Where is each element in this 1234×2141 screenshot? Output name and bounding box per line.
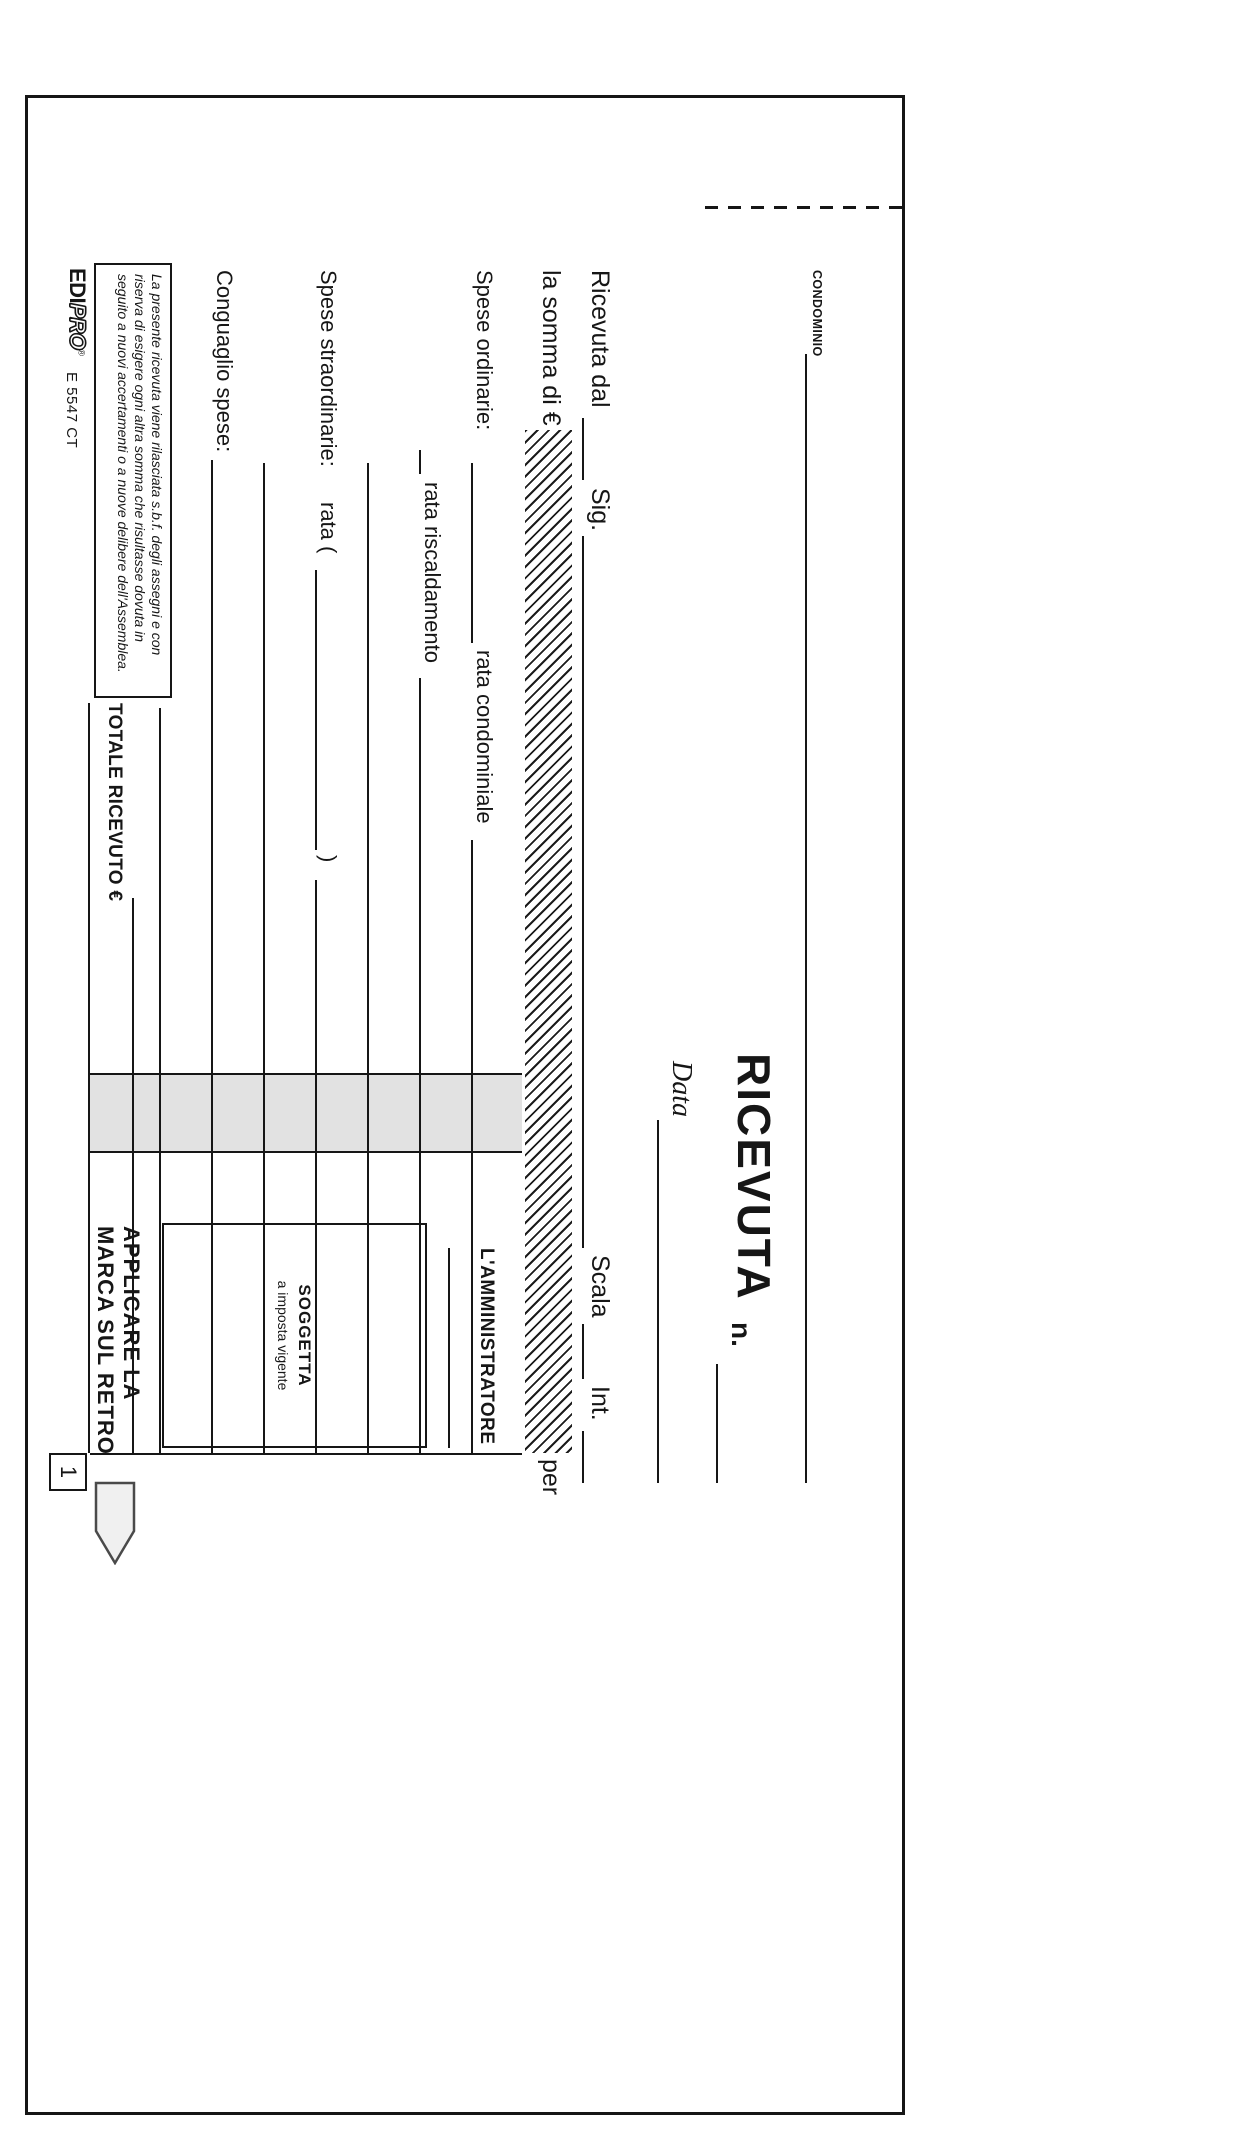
date-label: Data (666, 1061, 697, 1117)
page-number-box (49, 1453, 87, 1491)
amount-fill-line (159, 708, 161, 1453)
ricevuta-form (25, 95, 905, 2115)
condominio-label: CONDOMINIO (810, 270, 824, 357)
rata-condominiale-label: rata condominiale (472, 650, 497, 824)
spese-ordinarie-label: Spese ordinarie: (472, 270, 497, 431)
edipro-logo (64, 268, 90, 356)
fill-line (471, 463, 473, 643)
conguaglio-label: Conguaglio spese: (212, 270, 237, 453)
amount-column-shade (90, 1073, 522, 1153)
signature-line (448, 1248, 450, 1448)
applicare-line1: APPLICARE LA (119, 1226, 144, 1401)
applicare-marca-label (92, 1226, 144, 1455)
rata-open-label: rata ( (316, 502, 341, 554)
receipt-number-line (716, 1364, 718, 1483)
soggetta-label: SOGGETTA (295, 1284, 314, 1387)
logo-edi: EDI (65, 268, 90, 304)
perforation-dash-line (697, 206, 902, 209)
imposta-vigente-label: a imposta vigente (275, 1280, 291, 1391)
received-from-label: Ricevuta dal (586, 270, 614, 408)
scala-label: Scala (586, 1255, 614, 1318)
amount-label: la somma di € (537, 270, 565, 426)
int-fill-line (582, 1431, 584, 1483)
receipt-number-label: n. (726, 1322, 757, 1347)
amount-fill-line (471, 840, 473, 1453)
fill-line (419, 450, 421, 474)
receipt-title: RICEVUTA (728, 1053, 780, 1301)
page-number: 1 (56, 1465, 81, 1479)
amministratore-label: L'AMMINISTRATORE (476, 1248, 497, 1445)
per-label: per (537, 1459, 565, 1496)
int-label: Int. (586, 1386, 614, 1421)
fill-line (315, 570, 317, 850)
stamp-box (162, 1223, 427, 1448)
fine-print-box: La presente ricevuta viene rilasciata s.b.f. degli assegni e con riserva di esigere ogni altra somma che risultasse dovuta in seguito a nuovi accertamenti o a nuove delibere dell'Assemblea. (94, 263, 172, 698)
condominio-fill-line (805, 354, 807, 1483)
paren-close-label: ) (316, 855, 341, 863)
rata-riscaldamento-label: rata riscaldamento (420, 482, 445, 663)
sig-label: Sig. (586, 488, 614, 532)
applicare-line2: MARCA SUL RETRO (93, 1226, 118, 1455)
fill-line (582, 418, 584, 480)
logo-pro: PRO (65, 303, 90, 350)
scala-fill-line (582, 1324, 584, 1379)
product-code: E 5547 CT (63, 372, 80, 449)
logo-registered-mark: ® (76, 349, 87, 356)
amount-column-right-rule (90, 1453, 522, 1455)
name-fill-line (582, 536, 584, 1248)
totale-ricevuto-label: TOTALE RICEVUTO € (104, 703, 125, 902)
right-arrow-icon (92, 1481, 138, 1565)
spese-straordinarie-label: Spese straordinarie: (316, 270, 341, 467)
date-line (657, 1120, 659, 1483)
amount-hatched-field (525, 430, 572, 1453)
total-box-bottom-line (88, 703, 90, 1453)
